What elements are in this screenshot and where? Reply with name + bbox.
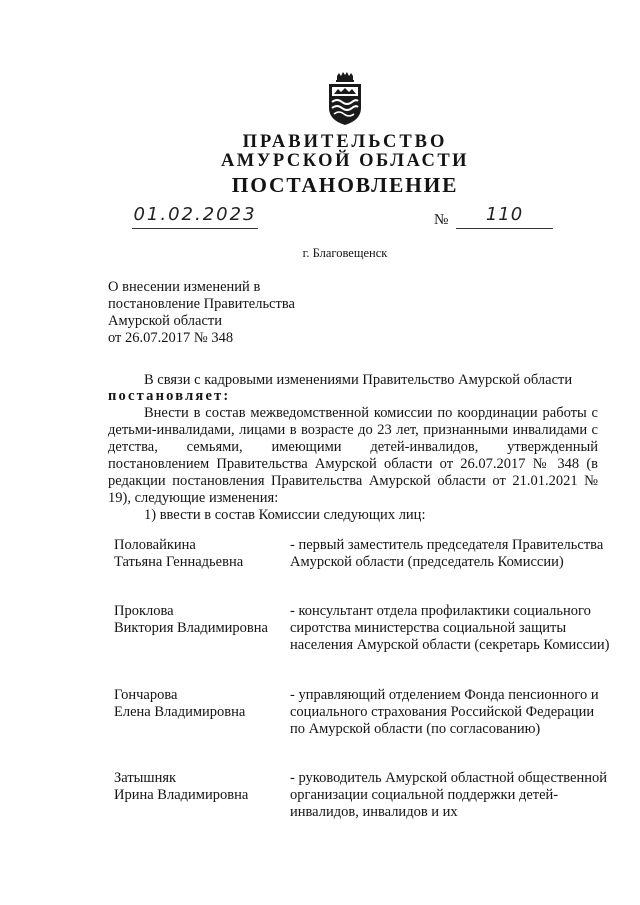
document-number: 110 bbox=[456, 200, 553, 229]
member-position: - первый заместитель председателя Правительства Амурской области (председатель Комиссии) bbox=[290, 537, 604, 570]
member-given-names: Татьяна Геннадьевна bbox=[114, 554, 244, 570]
preamble-paragraph: В связи с кадровыми изменениями Правительство Амурской области bbox=[144, 372, 573, 388]
city-name: г. Благовещенск bbox=[302, 246, 388, 260]
coat-of-arms-icon bbox=[325, 72, 365, 126]
main-paragraph: Внести в состав межведомственной комиссии по координации работы с детьми-инвалидами, лицами в возрасте до 23 лет, признанными инвалидами с детства, семьями, имеющими детей-инвалидов, утвержденный постановлением Правительства Амурской области от 26.07.2017 № 348 (в редакции постановления Правительства Амурской области от 21.01.2021 № 19), следующие изменения: bbox=[108, 405, 598, 506]
subject-line: от 26.07.2017 № 348 bbox=[108, 330, 234, 346]
number-label: № bbox=[434, 212, 449, 228]
subject-line: постановление Правительства bbox=[108, 296, 295, 312]
subject-line: О внесении изменений в bbox=[108, 279, 261, 295]
member-surname: Половайкина bbox=[114, 537, 196, 553]
member-given-names: Виктория Владимировна bbox=[114, 620, 268, 636]
document-type-title: ПОСТАНОВЛЕНИЕ bbox=[231, 173, 459, 197]
member-surname: Проклова bbox=[114, 603, 174, 619]
member-name bbox=[114, 770, 284, 804]
member-name bbox=[114, 537, 284, 571]
member-name bbox=[114, 603, 284, 637]
member-position: - консультант отдела профилактики социального сиротства министерства социальной защиты населения Амурской области (секретарь Комиссии) bbox=[290, 603, 610, 653]
member-surname: Гончарова bbox=[114, 687, 178, 703]
member-surname: Затышняк bbox=[114, 770, 177, 786]
item-1-paragraph: 1) ввести в состав Комиссии следующих лиц: bbox=[144, 507, 426, 523]
member-given-names: Ирина Владимировна bbox=[114, 787, 249, 803]
member-given-names: Елена Владимировна bbox=[114, 704, 246, 720]
government-title-line1: ПРАВИТЕЛЬСТВО bbox=[242, 132, 448, 152]
government-title-line2: АМУРСКОЙ ОБЛАСТИ bbox=[220, 151, 470, 171]
resolves-keyword: постановляет: bbox=[108, 388, 231, 404]
document-subject bbox=[108, 279, 328, 347]
member-name bbox=[114, 687, 284, 721]
document-date: 01.02.2023 bbox=[132, 200, 258, 229]
subject-line: Амурской области bbox=[108, 313, 222, 329]
member-position: - управляющий отделением Фонда пенсионного и социального страхования Российской Федерации по Амурской области (по согласованию) bbox=[290, 687, 599, 737]
member-position: - руководитель Амурской областной общественной организации социальной поддержки детей-инвалидов, инвалидов и их bbox=[290, 770, 608, 820]
